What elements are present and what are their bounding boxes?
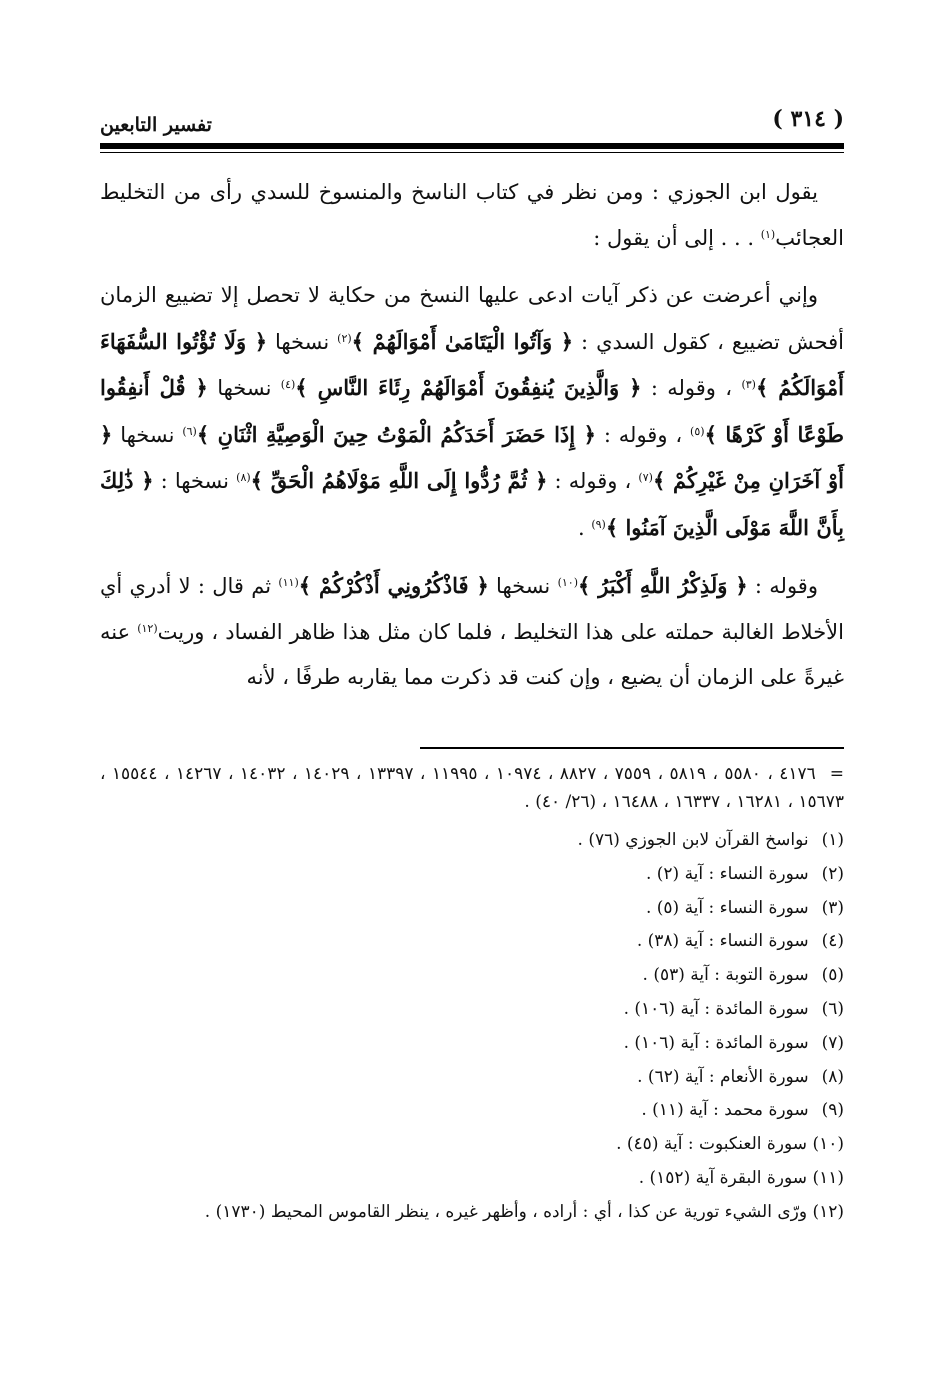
footnote-text: سورة التوبة : آية (٥٣) . <box>642 965 809 986</box>
footnote-text: سورة النساء : آية (٥) . <box>645 897 809 918</box>
footnote-number: (١١) <box>812 1167 844 1188</box>
quran-verse: ﴿ وَلَذِكْرُ اللَّهِ أَكْبَرُ ﴾ <box>577 573 748 598</box>
quran-verse: ﴿ فَاذْكُرُونِي أَذْكُرْكُمْ ﴾ <box>298 573 489 598</box>
footnote-item <box>100 858 844 892</box>
p2-text: نسخها : <box>153 469 237 493</box>
quran-verse: ﴿ أَوْ آخَرَانِ مِنْ غَيْرِكُمْ ﴾ <box>100 421 844 493</box>
footnotes <box>100 760 844 1230</box>
p2-text: ، وقوله : <box>547 469 639 493</box>
footnote-text: سورة العنكبوت : آية (٤٥) . <box>616 1134 808 1155</box>
p2-text: وإني أعرضت عن ذكر آيات ادعى عليها النسخ من حكاية لا تحصل إلا تضييع الزمان أفحش تضييع ، كقول السدي : <box>100 283 844 354</box>
footnote-item <box>100 1196 844 1230</box>
continuation-text: ٤١٧٦ ، ٥٥٨٠ ، ٥٨١٩ ، ٧٥٥٩ ، ٨٨٢٧ ، ١٠٩٧٤ ، ١١٩٩٥ ، ١٣٣٩٧ ، ١٤٠٢٩ ، ١٤٠٣٢ ، ١٤٢٦٧ ، ١٥٥٤٤ ، ١٥٦٧٣ ، ١٦٢٨١ ، ١٦٣٣٧ ، ١٦٤٨٨ ، (٢٦/ ٤٠) . <box>100 764 844 812</box>
header-rule-thin <box>100 152 844 153</box>
p2-text: نسخها <box>112 422 183 447</box>
quran-verse: ﴿ وَلَا تُؤْتُوا السُّفَهَاءَ أَمْوَالَكُمُ ﴾ <box>100 328 844 400</box>
footnote-number: (٢) <box>821 863 844 884</box>
paragraph-3 <box>100 563 844 701</box>
running-title: تفسير التابعين <box>100 114 212 136</box>
p2-text: . <box>577 515 592 540</box>
p3-text: نسخها <box>488 574 558 598</box>
p3-text: عنه غيرةً على الزمان أن يضيع ، وإن كنت قد ذكرت مما يقاربه طرفًا ، لأنه <box>100 619 844 689</box>
footnote-number: (١٠) <box>812 1134 844 1155</box>
footnote-ref-5: (٥) <box>690 424 705 438</box>
footnote-text: سورة النساء : آية (٢) . <box>645 863 809 884</box>
quran-verse: ﴿ وَآتُوا الْيَتَامَىٰ أَمْوَالَهُمْ ﴾ <box>351 328 574 354</box>
footnote-number: (١) <box>821 830 844 850</box>
page-number: ( ٣١٤ ) <box>772 106 844 132</box>
quran-verse: ﴿ ثُمَّ رُدُّوا إِلَى اللَّهِ مَوْلَاهُمُ الْحَقِّ ﴾ <box>250 468 548 493</box>
footnote-ref-10: (١٠) <box>557 576 578 589</box>
footnote-item <box>100 993 844 1027</box>
p1-text-a: يقول ابن الجوزي : ومن نظر في كتاب الناسخ والمنسوخ للسدي رأى من التخليط العجائب <box>100 180 844 250</box>
footnote-number: (٦) <box>821 998 844 1019</box>
footnote-text: سورة محمد : آية (١١) . <box>641 1100 809 1121</box>
footnote-separator <box>420 747 844 749</box>
p1-text-b: . . . إلى أن يقول : <box>593 225 761 250</box>
footnote-text: سورة النساء : آية (٣٨) . <box>636 931 809 952</box>
footnote-continuation <box>100 760 844 816</box>
paragraph-2 <box>100 273 844 551</box>
footnote-ref-3: (٣) <box>741 378 756 391</box>
footnote-item <box>100 1061 844 1095</box>
footnote-ref-6: (٦) <box>182 424 197 438</box>
footnote-number: (٧) <box>821 1032 844 1053</box>
footnote-item <box>100 1162 844 1196</box>
quran-verse: ﴿ إِذَا حَضَرَ أَحَدَكُمُ الْمَوْتُ حِينَ الْوَصِيَّةِ اثْنَانِ ﴾ <box>196 421 596 447</box>
quran-verse: ﴿ قُلْ أَنفِقُوا طَوْعًا أَوْ كَرْهًا ﴾ <box>100 375 844 447</box>
p2-text: ، وقوله : <box>641 376 742 400</box>
footnote-item <box>100 824 844 858</box>
continuation-mark: = <box>829 764 844 784</box>
footnote-text: سورة البقرة آية (١٥٢) . <box>638 1167 808 1188</box>
footnote-ref-2: (٢) <box>337 331 352 345</box>
footnote-ref-1: (١) <box>760 227 776 241</box>
header-rule-thick <box>100 143 844 149</box>
quran-verse: ﴿ ذَٰلِكَ بِأَنَّ اللَّهَ مَوْلَى الَّذِينَ آمَنُوا ﴾ <box>100 468 844 540</box>
footnote-text: سورة الأنعام : آية (٦٢) . <box>637 1066 809 1087</box>
footnote-number: (٤) <box>821 931 844 952</box>
footnote-text: سورة المائدة : آية (١٠٦) . <box>623 998 809 1019</box>
footnote-number: (٣) <box>821 897 844 918</box>
footnote-ref-4: (٤) <box>280 378 296 391</box>
footnote-item <box>100 1027 844 1061</box>
footnote-ref-12: (١٢) <box>137 621 158 635</box>
quran-verse: ﴿ وَالَّذِينَ يُنفِقُونَ أَمْوَالَهُمْ رِئَاءَ النَّاسِ ﴾ <box>295 375 642 400</box>
footnote-number: (٥) <box>821 965 844 986</box>
p3-text: ثم قال : لا أدري أي الأخلاط الغالبة حملته على هذا التخليط ، فلما كان مثل هذا ظاهر الفساد ، وريت <box>100 574 844 644</box>
footnote-ref-9: (٩) <box>591 517 606 531</box>
footnote-item <box>100 892 844 926</box>
p2-text: نسخها <box>267 329 338 354</box>
footnote-number: (١٢) <box>812 1201 844 1222</box>
p2-text: نسخها <box>207 376 281 400</box>
main-text <box>100 170 844 713</box>
footnote-ref-8: (٨) <box>236 471 251 484</box>
footnote-item <box>100 959 844 993</box>
footnote-text: سورة المائدة : آية (١٠٦) . <box>623 1032 809 1053</box>
footnote-number: (٨) <box>821 1066 844 1087</box>
p3-text: وقوله : <box>747 574 818 598</box>
footnote-item <box>100 1094 844 1128</box>
footnote-item <box>100 1128 844 1162</box>
p2-text: ، وقوله : <box>595 422 691 447</box>
footnote-item <box>100 925 844 959</box>
footnote-number: (٩) <box>821 1100 844 1121</box>
footnote-text: نواسخ القرآن لابن الجوزي (٧٦) . <box>577 830 809 850</box>
footnote-ref-7: (٧) <box>638 471 653 484</box>
footnote-ref-11: (١١) <box>278 576 299 589</box>
paragraph-1 <box>100 170 844 261</box>
footnote-text: ورّى الشيء تورية عن كذا ، أي : أراده ، وأظهر غيره ، ينظر القاموس المحيط (١٧٣٠) . <box>204 1201 808 1222</box>
